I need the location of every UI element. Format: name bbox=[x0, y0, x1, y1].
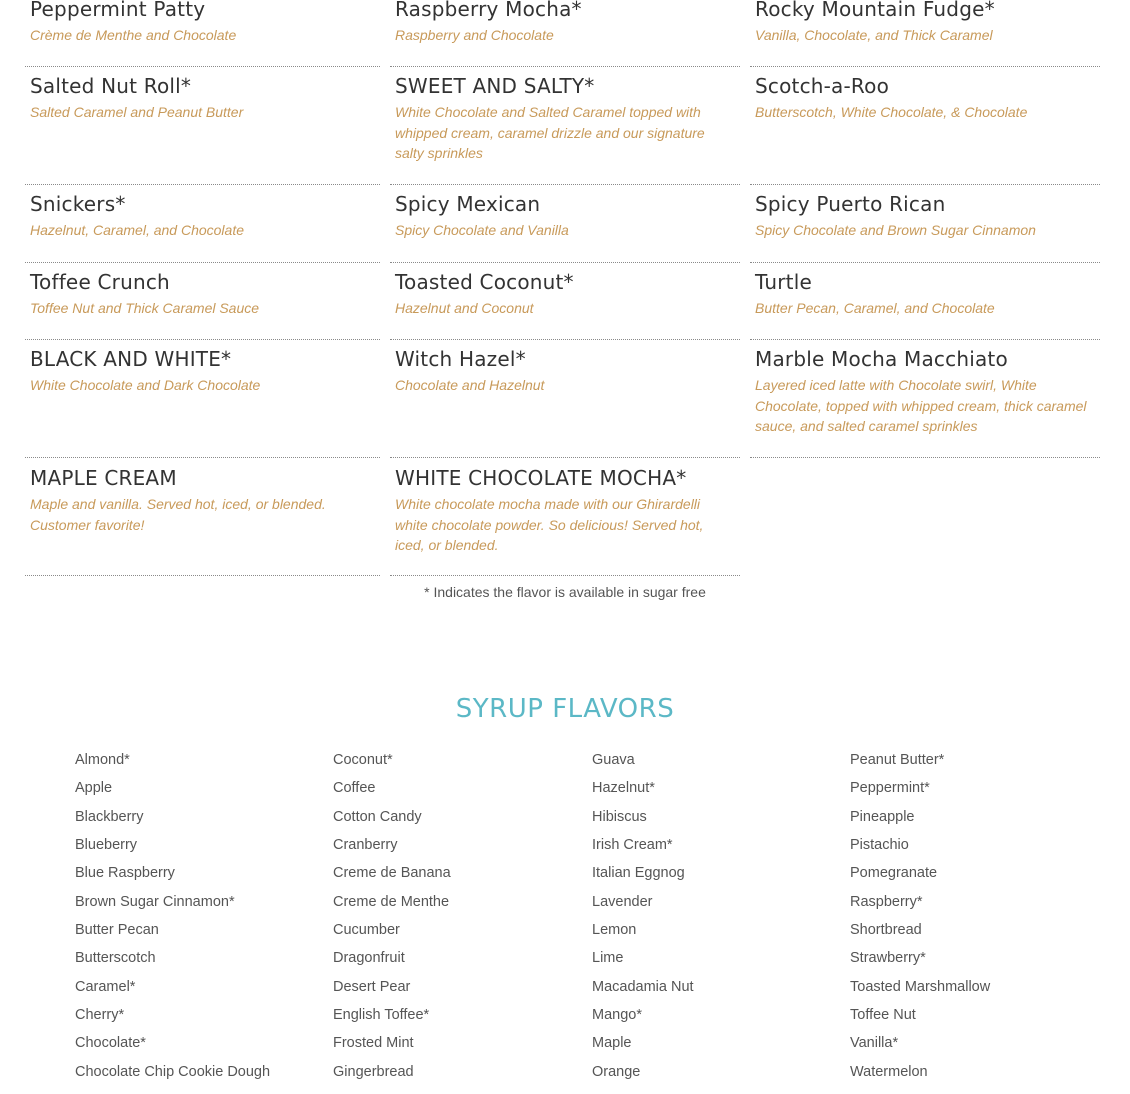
flavor-description: White Chocolate and Dark Chocolate bbox=[30, 377, 261, 393]
flavor-name: Witch Hazel* bbox=[395, 347, 526, 371]
syrup-item: Toasted Marshmallow bbox=[850, 978, 991, 995]
syrup-item: Strawberry* bbox=[850, 950, 926, 967]
flavor-description: Butter Pecan, Caramel, and Chocolate bbox=[755, 300, 995, 316]
syrup-column-1 bbox=[75, 749, 325, 1089]
syrup-item: Gingerbread bbox=[333, 1063, 414, 1080]
flavor-item bbox=[25, 263, 380, 340]
syrup-item: Orange bbox=[592, 1063, 641, 1080]
flavor-name: SWEET AND SALTY* bbox=[395, 74, 595, 98]
flavor-description: Hazelnut, Caramel, and Chocolate bbox=[30, 222, 245, 238]
syrup-item: Maple bbox=[592, 1035, 632, 1052]
syrup-item: Pineapple bbox=[850, 808, 915, 825]
syrup-item: Vanilla* bbox=[850, 1035, 899, 1052]
syrup-item: Mango* bbox=[592, 1007, 642, 1024]
syrup-item: Cotton Candy bbox=[333, 808, 422, 825]
syrup-item: Macadamia Nut bbox=[592, 978, 694, 995]
syrup-item: Coffee bbox=[333, 780, 376, 797]
flavor-name: Toffee Crunch bbox=[30, 270, 170, 294]
syrup-item: Lavender bbox=[592, 893, 653, 910]
syrup-item: Cucumber bbox=[333, 922, 400, 939]
flavor-name: Snickers* bbox=[30, 192, 126, 216]
syrup-item: Blue Raspberry bbox=[75, 865, 175, 882]
flavor-description: Chocolate and Hazelnut bbox=[395, 377, 545, 393]
syrup-item: Pistachio bbox=[850, 837, 909, 854]
flavor-name: Spicy Puerto Rican bbox=[755, 192, 946, 216]
sugar-free-footnote: * Indicates the flavor is available in sugar free bbox=[424, 584, 706, 600]
flavor-name: WHITE CHOCOLATE MOCHA* bbox=[395, 466, 687, 490]
syrup-item: Raspberry* bbox=[850, 893, 923, 910]
flavor-description: Spicy Chocolate and Vanilla bbox=[395, 222, 569, 238]
flavor-item bbox=[750, 67, 1100, 185]
syrup-item: Desert Pear bbox=[333, 978, 411, 995]
flavor-name: Turtle bbox=[755, 270, 812, 294]
flavor-name: Marble Mocha Macchiato bbox=[755, 347, 1008, 371]
syrup-item: Pomegranate bbox=[850, 865, 938, 882]
flavor-name: Raspberry Mocha* bbox=[395, 0, 582, 21]
syrup-item: Almond* bbox=[75, 752, 130, 768]
flavor-name: Rocky Mountain Fudge* bbox=[755, 0, 995, 21]
flavor-item bbox=[390, 458, 740, 576]
syrup-item: Toffee Nut bbox=[850, 1007, 916, 1024]
syrup-item: Lime bbox=[592, 950, 624, 967]
syrup-item: Hazelnut* bbox=[592, 780, 655, 797]
flavor-name: MAPLE CREAM bbox=[30, 466, 177, 490]
syrup-item: Hibiscus bbox=[592, 808, 647, 825]
syrup-item: Caramel* bbox=[75, 978, 136, 995]
syrup-item: Chocolate Chip Cookie Dough bbox=[75, 1063, 271, 1080]
flavor-item bbox=[25, 340, 380, 458]
syrup-item: Butter Pecan bbox=[75, 922, 159, 939]
flavor-name: Salted Nut Roll* bbox=[30, 74, 192, 98]
syrup-item: Coconut* bbox=[333, 752, 393, 768]
flavor-description: Salted Caramel and Peanut Butter bbox=[30, 104, 244, 120]
syrup-item: Peanut Butter* bbox=[850, 752, 945, 768]
syrup-item: Italian Eggnog bbox=[592, 865, 685, 882]
syrup-item: Creme de Menthe bbox=[333, 893, 450, 910]
syrup-flavors-title: SYRUP FLAVORS bbox=[455, 694, 675, 724]
syrup-item: Creme de Banana bbox=[333, 865, 451, 882]
flavor-item bbox=[390, 0, 740, 67]
flavor-name: Scotch-a-Roo bbox=[755, 74, 890, 98]
flavor-description: Spicy Chocolate and Brown Sugar Cinnamon bbox=[755, 222, 1036, 238]
flavor-description: Butterscotch, White Chocolate, & Chocolate bbox=[755, 104, 1028, 120]
syrup-item: Guava bbox=[592, 752, 635, 768]
flavor-description: Vanilla, Chocolate, and Thick Caramel bbox=[755, 27, 993, 43]
flavor-item bbox=[25, 0, 380, 67]
flavor-description: Maple and vanilla. Served hot, iced, or blended. Customer favorite! bbox=[30, 496, 326, 533]
syrup-item: Frosted Mint bbox=[333, 1035, 414, 1052]
flavor-description: Raspberry and Chocolate bbox=[395, 27, 554, 43]
syrup-item: Cranberry bbox=[333, 837, 398, 854]
syrup-item: Shortbread bbox=[850, 922, 922, 939]
flavor-item bbox=[750, 340, 1100, 458]
flavor-item bbox=[25, 458, 380, 576]
syrup-item: Dragonfruit bbox=[333, 950, 405, 967]
syrup-item: Chocolate* bbox=[75, 1035, 146, 1052]
flavor-name: BLACK AND WHITE* bbox=[30, 347, 232, 371]
syrup-column-2 bbox=[333, 749, 583, 1089]
syrup-item: Lemon bbox=[592, 922, 637, 939]
syrup-column-4 bbox=[850, 749, 1100, 1089]
flavor-name: Spicy Mexican bbox=[395, 192, 541, 216]
syrup-column-3 bbox=[592, 749, 842, 1089]
syrup-item: Watermelon bbox=[850, 1063, 928, 1080]
flavor-item bbox=[25, 67, 380, 185]
flavor-item bbox=[390, 263, 740, 340]
flavor-item bbox=[390, 185, 740, 263]
flavor-item bbox=[750, 185, 1100, 263]
flavor-item bbox=[25, 185, 380, 263]
flavor-item bbox=[390, 67, 740, 185]
flavor-description: White chocolate mocha made with our Ghirardelli white chocolate powder. So delicious! Served hot, iced, or blended. bbox=[395, 496, 704, 553]
syrup-item: Cherry* bbox=[75, 1007, 125, 1024]
syrup-item: Brown Sugar Cinnamon* bbox=[75, 893, 235, 910]
syrup-item: Blueberry bbox=[75, 837, 138, 854]
flavor-description: Layered iced latte with Chocolate swirl, White Chocolate, topped with whipped cream, thick caramel sauce, and salted caramel sprinkles bbox=[755, 377, 1087, 434]
flavor-description: Toffee Nut and Thick Caramel Sauce bbox=[30, 300, 260, 316]
flavor-description: Crème de Menthe and Chocolate bbox=[30, 27, 237, 43]
flavor-description: Hazelnut and Coconut bbox=[395, 300, 534, 316]
syrup-item: English Toffee* bbox=[333, 1007, 430, 1024]
flavor-item bbox=[750, 0, 1100, 67]
syrup-item: Irish Cream* bbox=[592, 837, 673, 854]
syrup-item: Blackberry bbox=[75, 808, 144, 825]
flavor-item bbox=[390, 340, 740, 458]
flavor-name: Peppermint Patty bbox=[30, 0, 206, 21]
flavor-item bbox=[750, 263, 1100, 340]
flavor-name: Toasted Coconut* bbox=[395, 270, 574, 294]
syrup-item: Apple bbox=[75, 780, 113, 797]
flavor-description: White Chocolate and Salted Caramel topped with whipped cream, caramel drizzle and our signature salty sprinkles bbox=[395, 104, 705, 161]
syrup-item: Butterscotch bbox=[75, 950, 156, 967]
syrup-item: Peppermint* bbox=[850, 780, 930, 797]
